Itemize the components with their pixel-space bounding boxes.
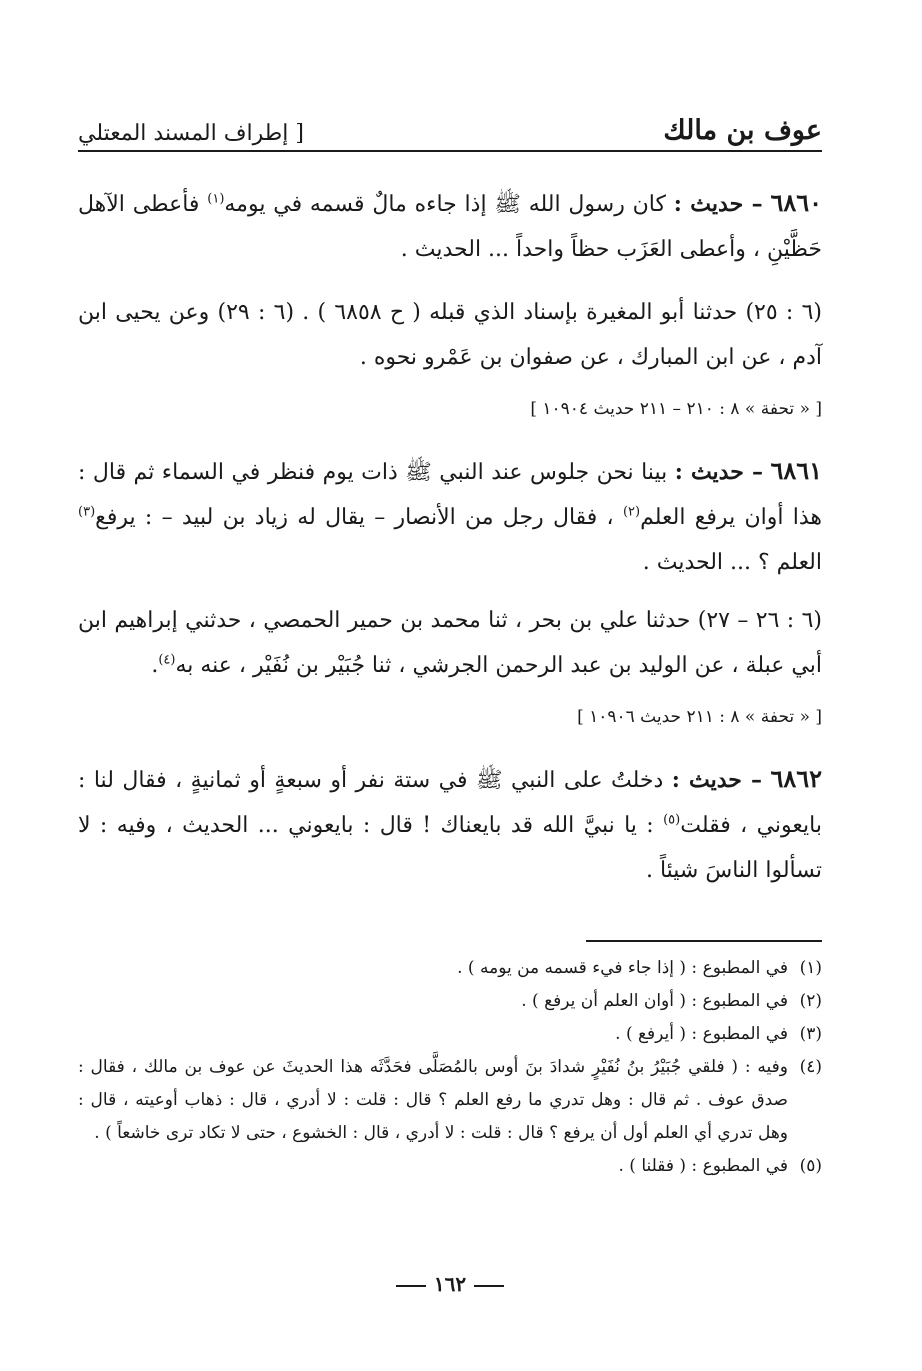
footnote-1	[78, 952, 822, 985]
hadith-text-cont: فأعطى الآهل حَظَّيْنِ ، وأعطى العَزَب حظاً واحداً ... الحديث .	[78, 192, 822, 262]
isnad-end: .	[151, 653, 159, 678]
header-right-title: عوف بن مالك	[663, 115, 822, 146]
footnote-marker: (٤)	[158, 652, 176, 668]
header-left-title: [ إطراف المسند المعتلي	[78, 121, 304, 146]
footnote-number: (٢)	[799, 991, 822, 1011]
footnote-divider	[586, 940, 822, 942]
hadith-number: ٦٨٦٠	[770, 188, 822, 217]
page-number-dash	[396, 1285, 426, 1287]
footnotes	[78, 952, 822, 1183]
footnote-5	[78, 1150, 822, 1183]
hadith-text-mid: ، فقال رجل من الأنصار – يقال له زياد بن لبيد – : يرفع	[95, 505, 614, 530]
hadith-label: – حديث :	[674, 459, 763, 485]
footnote-text: في المطبوع : ( إذا جاء فيء قسمه من يومه ) .	[457, 958, 788, 978]
footnote-text: في المطبوع : ( أوان العلم أن يرفع ) .	[521, 991, 788, 1011]
isnad-6860: (٦ : ٢٥) حدثنا أبو المغيرة بإسناد الذي قبله ( ح ٦٨٥٨ ) . (٦ : ٢٩) وعن يحيى ابن آدم ، عن ابن المبارك ، عن صفوان بن عَمْرو نحوه .	[78, 300, 823, 370]
footnote-text: في المطبوع : ( فقلنا ) .	[618, 1156, 788, 1176]
hadith-number: ٦٨٦١	[770, 456, 823, 485]
footnote-marker: (١)	[207, 191, 225, 207]
tuhfa-reference-6860: [ « تحفة » ٨ : ٢١٠ – ٢١١ حديث ١٠٩٠٤ ]	[530, 399, 822, 419]
page-number-value: ١٦٢	[433, 1272, 467, 1296]
isnad-6861	[78, 598, 822, 688]
footnote-text: وفيه : ( فلقي جُبَيْرُ بنُ نُفَيْرٍ شدادَ بنَ أوس بالمُصَلَّى فحَدَّثَه هذا الحديثَ عن عوف بن مالك ، فقال : صدق عوف . ثم قال : وهل تدري ما رفع العلم ؟ قال : قلت : لا أدري ، قال : ذهاب أوعيته ، قال : وهل تدري أي العلم أول أن يرفع ؟ قال : قلت : لا أدري ، قال : الخشوع ، حتى لا تكاد ترى خاشعاً ) .	[78, 1057, 788, 1143]
footnote-text: في المطبوع : ( أيرفع ) .	[615, 1024, 788, 1044]
footnote-4	[78, 1051, 822, 1150]
hadith-number: ٦٨٦٢	[770, 764, 823, 793]
footnote-number: (٣)	[799, 1024, 822, 1044]
footnote-number: (٤)	[799, 1057, 822, 1077]
hadith-text-cont: : يا نبيَّ الله قد بايعناك ! قال : بايعوني ... الحديث ، وفيه : لا تسألوا الناسَ شيئاً .	[78, 813, 822, 883]
hadith-text: دخلتُ على النبي ﷺ في ستة نفر أو سبعةٍ أو ثمانيةٍ ، فقال لنا : بايعوني ، فقلت	[78, 768, 822, 838]
isnad-text: (٦ : ٢٦ – ٢٧) حدثنا علي بن بحر ، ثنا محمد بن حمير الحمصي ، حدثني إبراهيم ابن أبي عبلة ، عن الوليد بن عبد الرحمن الجرشي ، ثنا جُبَيْر بن نُفَيْر ، عنه به	[78, 608, 822, 678]
running-header	[78, 100, 822, 152]
hadith-6861	[78, 448, 822, 585]
hadith-label: – حديث :	[671, 767, 762, 793]
hadith-text: بينا نحن جلوس عند النبي ﷺ ذات يوم فنظر في السماء ثم قال : هذا أوان يرفع العلم	[78, 460, 822, 530]
footnote-number: (١)	[799, 958, 822, 978]
hadith-6860	[78, 180, 822, 272]
footnote-marker: (٢)	[622, 504, 641, 520]
footnote-number: (٥)	[799, 1156, 822, 1176]
page	[78, 100, 823, 1296]
page-number-dash	[474, 1285, 504, 1287]
hadith-text-cont: العلم ؟ ... الحديث .	[642, 550, 822, 575]
hadith-6862	[78, 756, 822, 893]
tuhfa-reference-6861: [ « تحفة » ٨ : ٢١١ حديث ١٠٩٠٦ ]	[577, 707, 822, 727]
hadith-text: كان رسول الله ﷺ إذا جاءه مالٌ قسمه في يومه	[224, 192, 666, 217]
footnote-marker: (٣)	[78, 504, 96, 520]
footnote-2	[78, 985, 822, 1018]
footnote-3	[78, 1018, 822, 1051]
page-number	[78, 1272, 822, 1296]
hadith-label: – حديث :	[673, 191, 763, 217]
footnote-marker: (٥)	[663, 812, 681, 828]
